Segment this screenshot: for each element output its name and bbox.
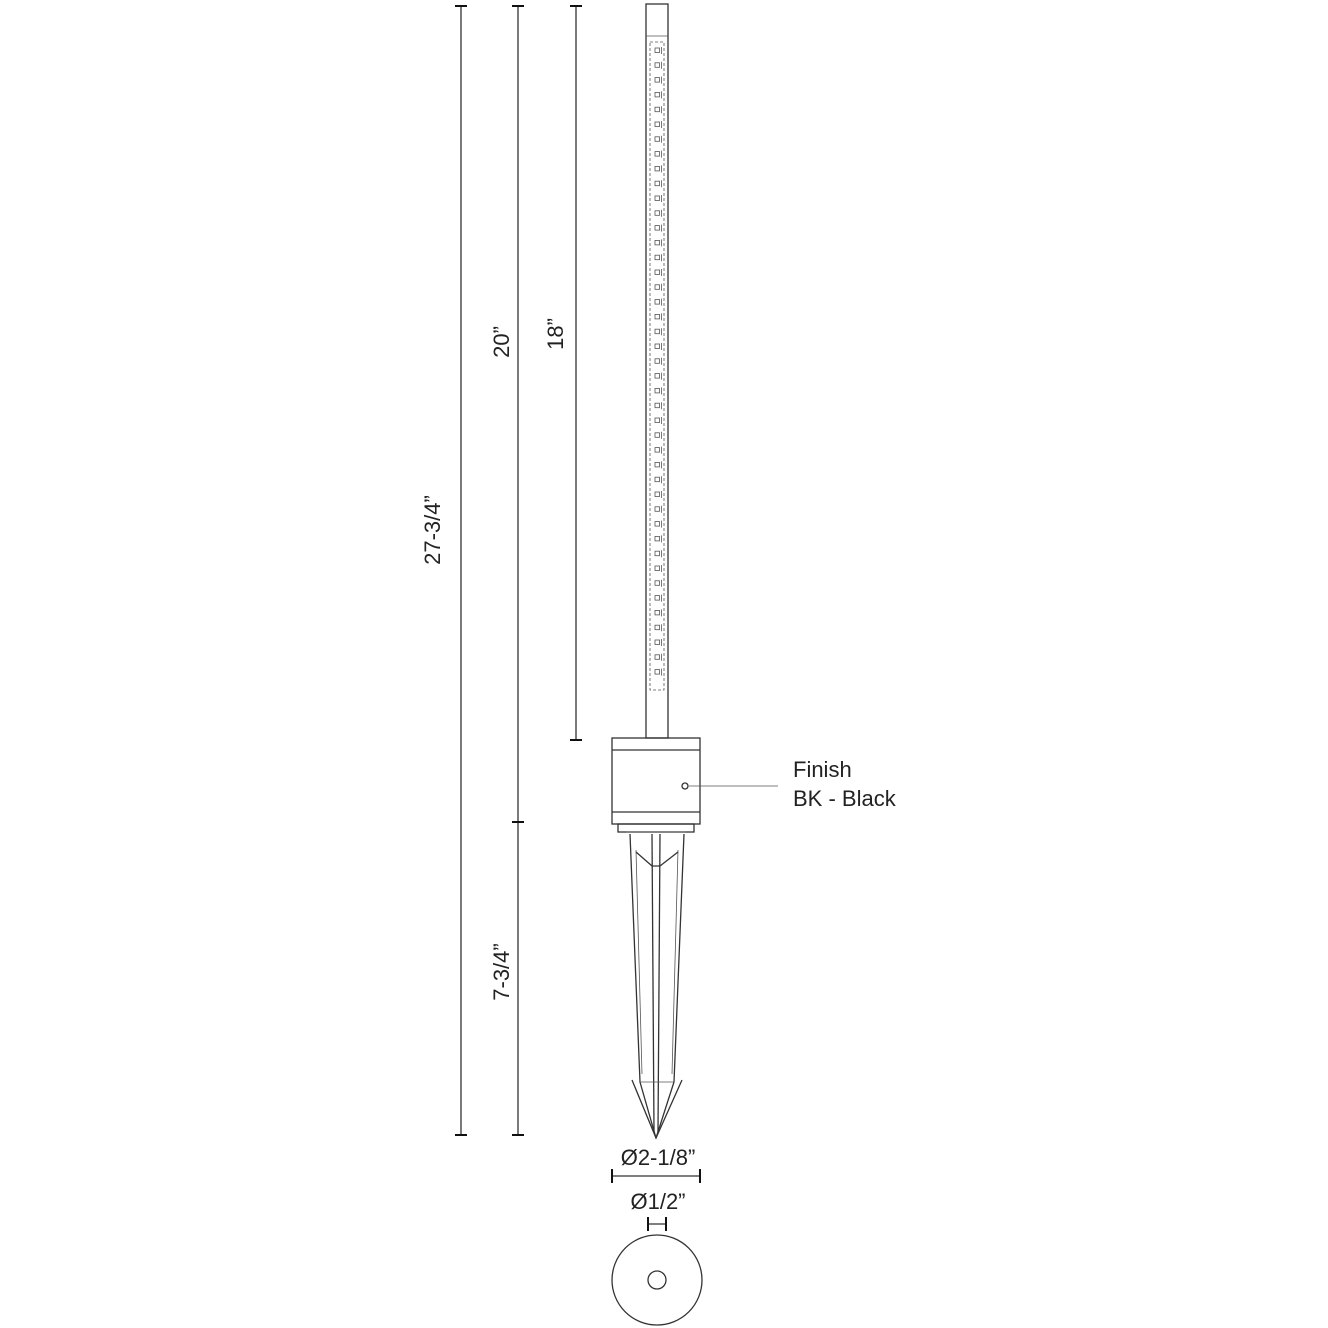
- led-chip: [655, 462, 660, 467]
- led-chip: [655, 314, 660, 319]
- led-chip: [655, 522, 660, 527]
- tube-height-dimension: [570, 6, 582, 740]
- tube-diameter-label: Ø1/2”: [630, 1189, 686, 1214]
- led-chip: [655, 48, 660, 53]
- led-chip: [655, 181, 660, 186]
- led-chip: [655, 492, 660, 497]
- spike-height-label: 7-3/4”: [489, 943, 514, 1001]
- led-chip: [655, 166, 660, 171]
- led-chip: [655, 300, 660, 305]
- overall-height-label: 27-3/4”: [420, 495, 445, 565]
- led-chip: [655, 448, 660, 453]
- led-chip: [655, 152, 660, 157]
- led-chip: [655, 137, 660, 142]
- finish-leader: [682, 783, 778, 789]
- led-tube: [646, 4, 668, 738]
- finish-title: Finish: [793, 757, 852, 782]
- led-chip: [655, 403, 660, 408]
- led-chip: [655, 610, 660, 615]
- led-chip: [655, 374, 660, 379]
- led-chip: [655, 329, 660, 334]
- led-chip: [655, 240, 660, 245]
- led-chip: [655, 536, 660, 541]
- finish-value: BK - Black: [793, 786, 896, 811]
- led-chip: [655, 670, 660, 675]
- led-chip: [655, 640, 660, 645]
- led-chip: [655, 418, 660, 423]
- led-chip: [655, 196, 660, 201]
- led-chip: [655, 566, 660, 571]
- led-chip: [655, 477, 660, 482]
- tube-diameter-dimension: [648, 1217, 666, 1231]
- led-chip: [655, 655, 660, 660]
- base-diameter-dimension: [612, 1169, 700, 1183]
- led-chip: [655, 551, 660, 556]
- led-chip: [655, 388, 660, 393]
- led-chip: [655, 285, 660, 290]
- upper-height-label: 20”: [489, 326, 514, 358]
- tube-height-label: 18”: [543, 318, 568, 350]
- led-chip: [655, 92, 660, 97]
- led-chip: [655, 359, 660, 364]
- led-chip-array: [655, 47, 662, 676]
- base-housing: [612, 738, 700, 832]
- led-chip: [655, 433, 660, 438]
- led-chip: [655, 63, 660, 68]
- base-diameter-label: Ø2-1/8”: [620, 1145, 696, 1170]
- led-chip: [655, 107, 660, 112]
- led-chip: [655, 226, 660, 231]
- led-chip: [655, 507, 660, 512]
- led-chip: [655, 211, 660, 216]
- led-chip: [655, 625, 660, 630]
- led-chip: [655, 581, 660, 586]
- ground-spike: [630, 834, 684, 1138]
- plan-view: [612, 1235, 702, 1325]
- led-chip: [655, 344, 660, 349]
- led-chip: [655, 270, 660, 275]
- led-chip: [655, 255, 660, 260]
- led-chip: [655, 596, 660, 601]
- led-chip: [655, 78, 660, 83]
- overall-height-dimension: [455, 6, 467, 1135]
- led-chip: [655, 122, 660, 127]
